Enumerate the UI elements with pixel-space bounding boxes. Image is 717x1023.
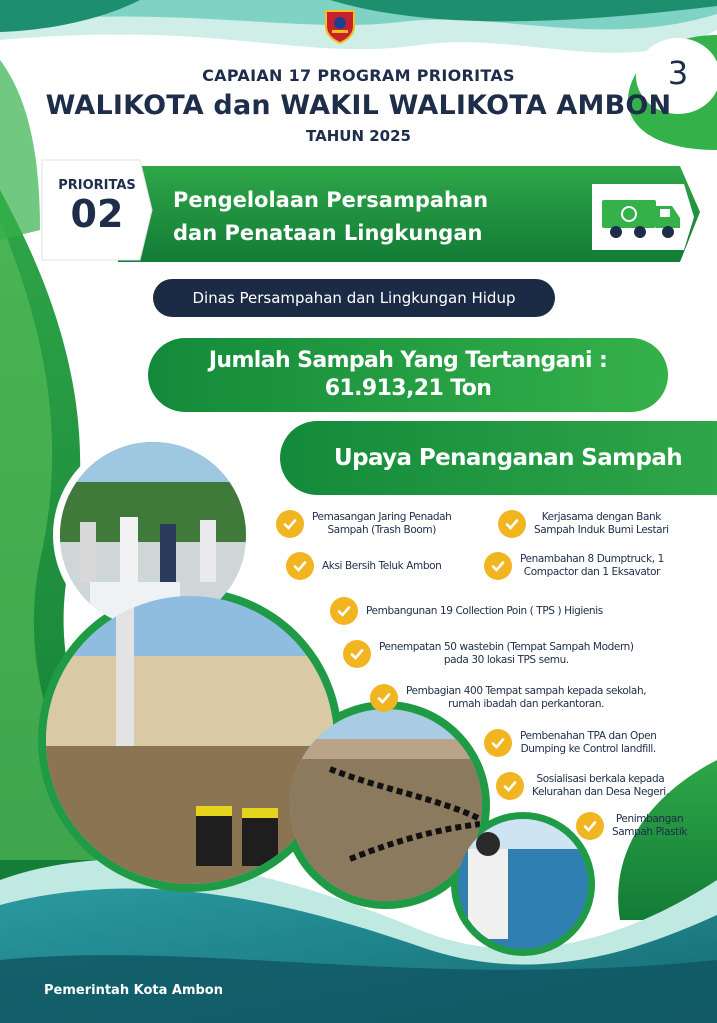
check-icon [330, 597, 358, 625]
check-icon [343, 640, 371, 668]
list-item [330, 597, 710, 625]
photo-trash-boom [290, 709, 482, 901]
list-item-text: Pembagian 400 Tempat sampah kepada sekolah, rumah ibadah dan perkantoran. [406, 685, 647, 710]
check-icon [498, 510, 526, 538]
priority-title-line1: Pengelolaan Persampahan [173, 188, 489, 212]
check-icon [484, 552, 512, 580]
list-item [343, 640, 713, 668]
list-item-text: Pembenahan TPA dan Open Dumping ke Control landfill. [520, 730, 657, 755]
photo-plastic-weighing [458, 819, 588, 949]
list-item-text: Pemasangan Jaring Penadah Sampah (Trash Boom) [312, 511, 452, 536]
priority-title-line2: dan Penataan Lingkungan [173, 221, 483, 245]
page-number: 3 [667, 54, 689, 92]
header-subtitle: CAPAIAN 17 PROGRAM PRIORITAS [202, 66, 515, 85]
list-item [496, 772, 713, 800]
agency-label: Dinas Persampahan dan Lingkungan Hidup [153, 279, 555, 317]
footer-text: Pemerintah Kota Ambon [44, 983, 223, 998]
list-item [484, 729, 713, 757]
total-waste-label: Jumlah Sampah Yang Tertangani : [208, 348, 608, 373]
priority-label: PRIORITAS [58, 178, 136, 193]
list-item-text: Aksi Bersih Teluk Ambon [322, 559, 442, 572]
header-title: WALIKOTA dan WAKIL WALIKOTA AMBON [45, 90, 672, 121]
check-icon [370, 684, 398, 712]
list-item-text: Sosialisasi berkala kepada Kelurahan dan Desa Negeri. [532, 773, 669, 798]
check-icon [286, 552, 314, 580]
check-icon [576, 812, 604, 840]
list-item [286, 552, 486, 580]
city-emblem-logo [323, 8, 357, 44]
priority-number: 02 [70, 192, 124, 236]
priority-tag [52, 178, 142, 235]
list-item [576, 812, 713, 840]
garbage-truck-icon [588, 178, 696, 256]
list-item [370, 684, 713, 712]
list-item [498, 510, 713, 538]
check-icon [496, 772, 524, 800]
total-waste-value: 61.913,21 Ton [324, 376, 492, 401]
priority-title [173, 184, 573, 250]
list-item-text: Pembangunan 19 Collection Poin ( TPS ) Higienis [366, 604, 603, 617]
efforts-heading: Upaya Penanganan Sampah [280, 421, 717, 495]
list-item-text: Penimbangan Sampah Plastik [612, 813, 688, 838]
check-icon [484, 729, 512, 757]
list-item [484, 552, 713, 580]
list-item-text: Penempatan 50 wastebin (Tempat Sampah Modern) pada 30 lokasi TPS semu. [379, 641, 634, 666]
list-item [276, 510, 486, 538]
total-waste-banner [148, 338, 668, 412]
list-item-text: Kerjasama dengan Bank Sampah Induk Bumi Lestari [534, 511, 669, 536]
header-year: TAHUN 2025 [306, 127, 411, 145]
check-icon [276, 510, 304, 538]
list-item-text: Penambahan 8 Dumptruck, 1 Compactor dan 1 Eksavator [520, 553, 664, 578]
